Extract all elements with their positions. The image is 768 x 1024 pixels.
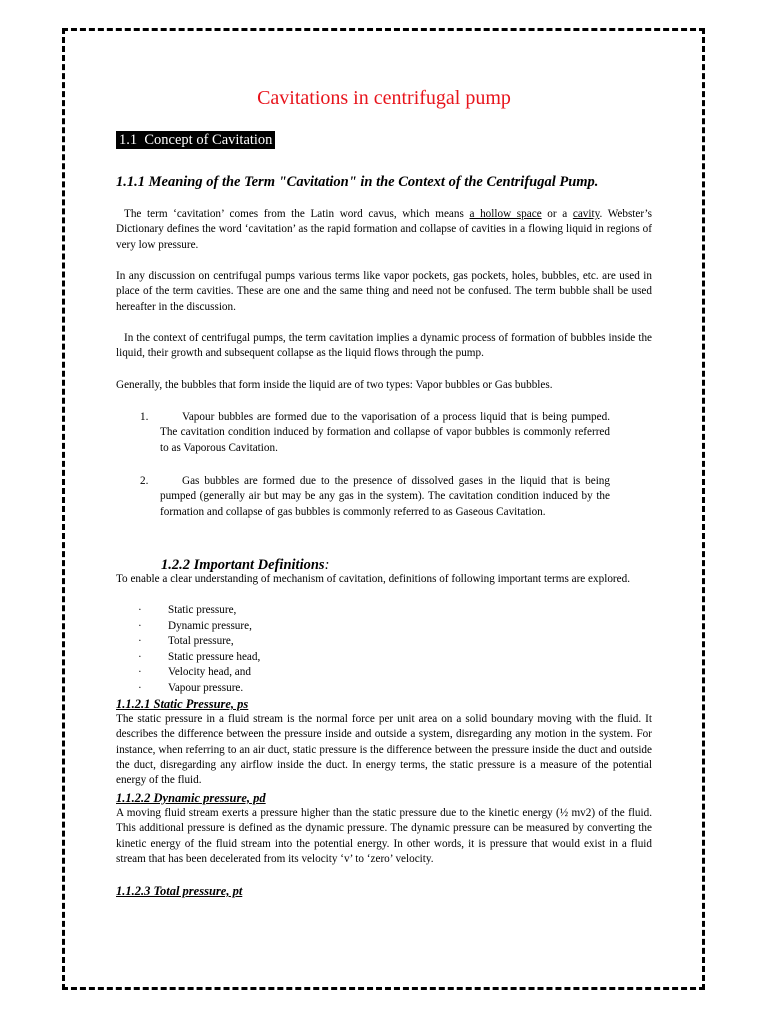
underlined-phrase-hollow-space: a hollow space xyxy=(469,208,542,220)
list-item-gas-bubbles: 2. Gas bubbles are formed due to the presence of dissolved gases in the liquid that is being pumped (generally air but may be any gas in the system). The cavitation condition induced by the formation and collapse of gas bubbles is commonly referred to as Gaseous Cavitation. xyxy=(140,475,610,518)
list-item: · Total pressure, xyxy=(138,635,234,648)
section-label: Concept of Cavitation xyxy=(144,132,273,148)
subsection-heading-meaning: 1.1.1 Meaning of the Term "Cavitation" in the Context of the Centrifugal Pump. xyxy=(116,174,599,190)
definitions-list xyxy=(136,603,260,697)
paragraph-terms: In any discussion on centrifugal pumps various terms like vapor pockets, gas pockets, holes, bubbles, etc. are used in place of the term cavities. These are one and the same thing and need not be confused. The term bubble shall be used hereafter in the discussion. xyxy=(116,270,652,313)
list-item-vapour-bubbles: 1. Vapour bubbles are formed due to the vaporisation of a process liquid that is being pumped. The cavitation condition induced by formation and collapse of vapor bubbles is commonly referred to as Vaporous Cavitation. xyxy=(140,411,610,454)
heading-total-pressure: 1.1.2.3 Total pressure, pt xyxy=(116,884,243,898)
section-number: 1.1 xyxy=(119,132,138,148)
paragraph-bubble-types: Generally, the bubbles that form inside the liquid are of two types: Vapor bubbles or Gas bubbles. xyxy=(116,379,553,391)
underlined-word-cavity: cavity xyxy=(572,208,600,220)
section-heading xyxy=(116,131,275,149)
list-item: · Vapour pressure. xyxy=(138,681,244,694)
paragraph-definition: The term ‘cavitation’ comes from the Latin word cavus, which means a hollow space or a cavity. Webster’s Dictionary defines the word ‘cavitation’ as the rapid formation and collapse of cavities in a flowing liquid in regions of very low pressure. xyxy=(116,208,652,251)
paragraph-context: In the context of centrifugal pumps, the term cavitation implies a dynamic process of formation of bubbles inside the liquid, their growth and subsequent collapse as the liquid flows through the pump. xyxy=(116,332,652,360)
subsection-heading-definitions: 1.2.2 Important Definitions: xyxy=(161,557,330,573)
heading-static-pressure: 1.1.2.1 Static Pressure, ps xyxy=(116,697,249,711)
list-item: · Velocity head, and xyxy=(138,666,251,679)
paragraph-dynamic-pressure: A moving fluid stream exerts a pressure higher than the static pressure due to the kinetic energy (½ mv2) of the fluid. This additional pressure is defined as the dynamic pressure. The dynamic pressure can be measured by converting the kinetic energy of the fluid stream into the potential energy. In other words, it is pressure that would exist in a fluid stream that has been decelerated from its velocity ‘v’ to ‘zero’ velocity. xyxy=(116,807,652,865)
paragraph-definitions-intro: To enable a clear understanding of mechanism of cavitation, definitions of following important terms are explored. xyxy=(116,573,630,585)
heading-dynamic-pressure: 1.1.2.2 Dynamic pressure, pd xyxy=(116,791,266,805)
list-item: · Static pressure head, xyxy=(138,650,261,663)
document-title: Cavitations in centrifugal pump xyxy=(257,87,511,109)
list-item: · Dynamic pressure, xyxy=(138,619,252,632)
paragraph-static-pressure: The static pressure in a fluid stream is the normal force per unit area on a solid boundary moving with the fluid. It describes the difference between the pressure inside and outside a system, disregarding any motion in the system. For instance, when referring to an air duct, static pressure is the difference between the pressure inside the duct and outside the duct, disregarding any airflow inside the duct. In energy terms, the static pressure is a measure of the potential energy of the fluid. xyxy=(116,713,652,787)
list-item: · Static pressure, xyxy=(138,604,237,616)
